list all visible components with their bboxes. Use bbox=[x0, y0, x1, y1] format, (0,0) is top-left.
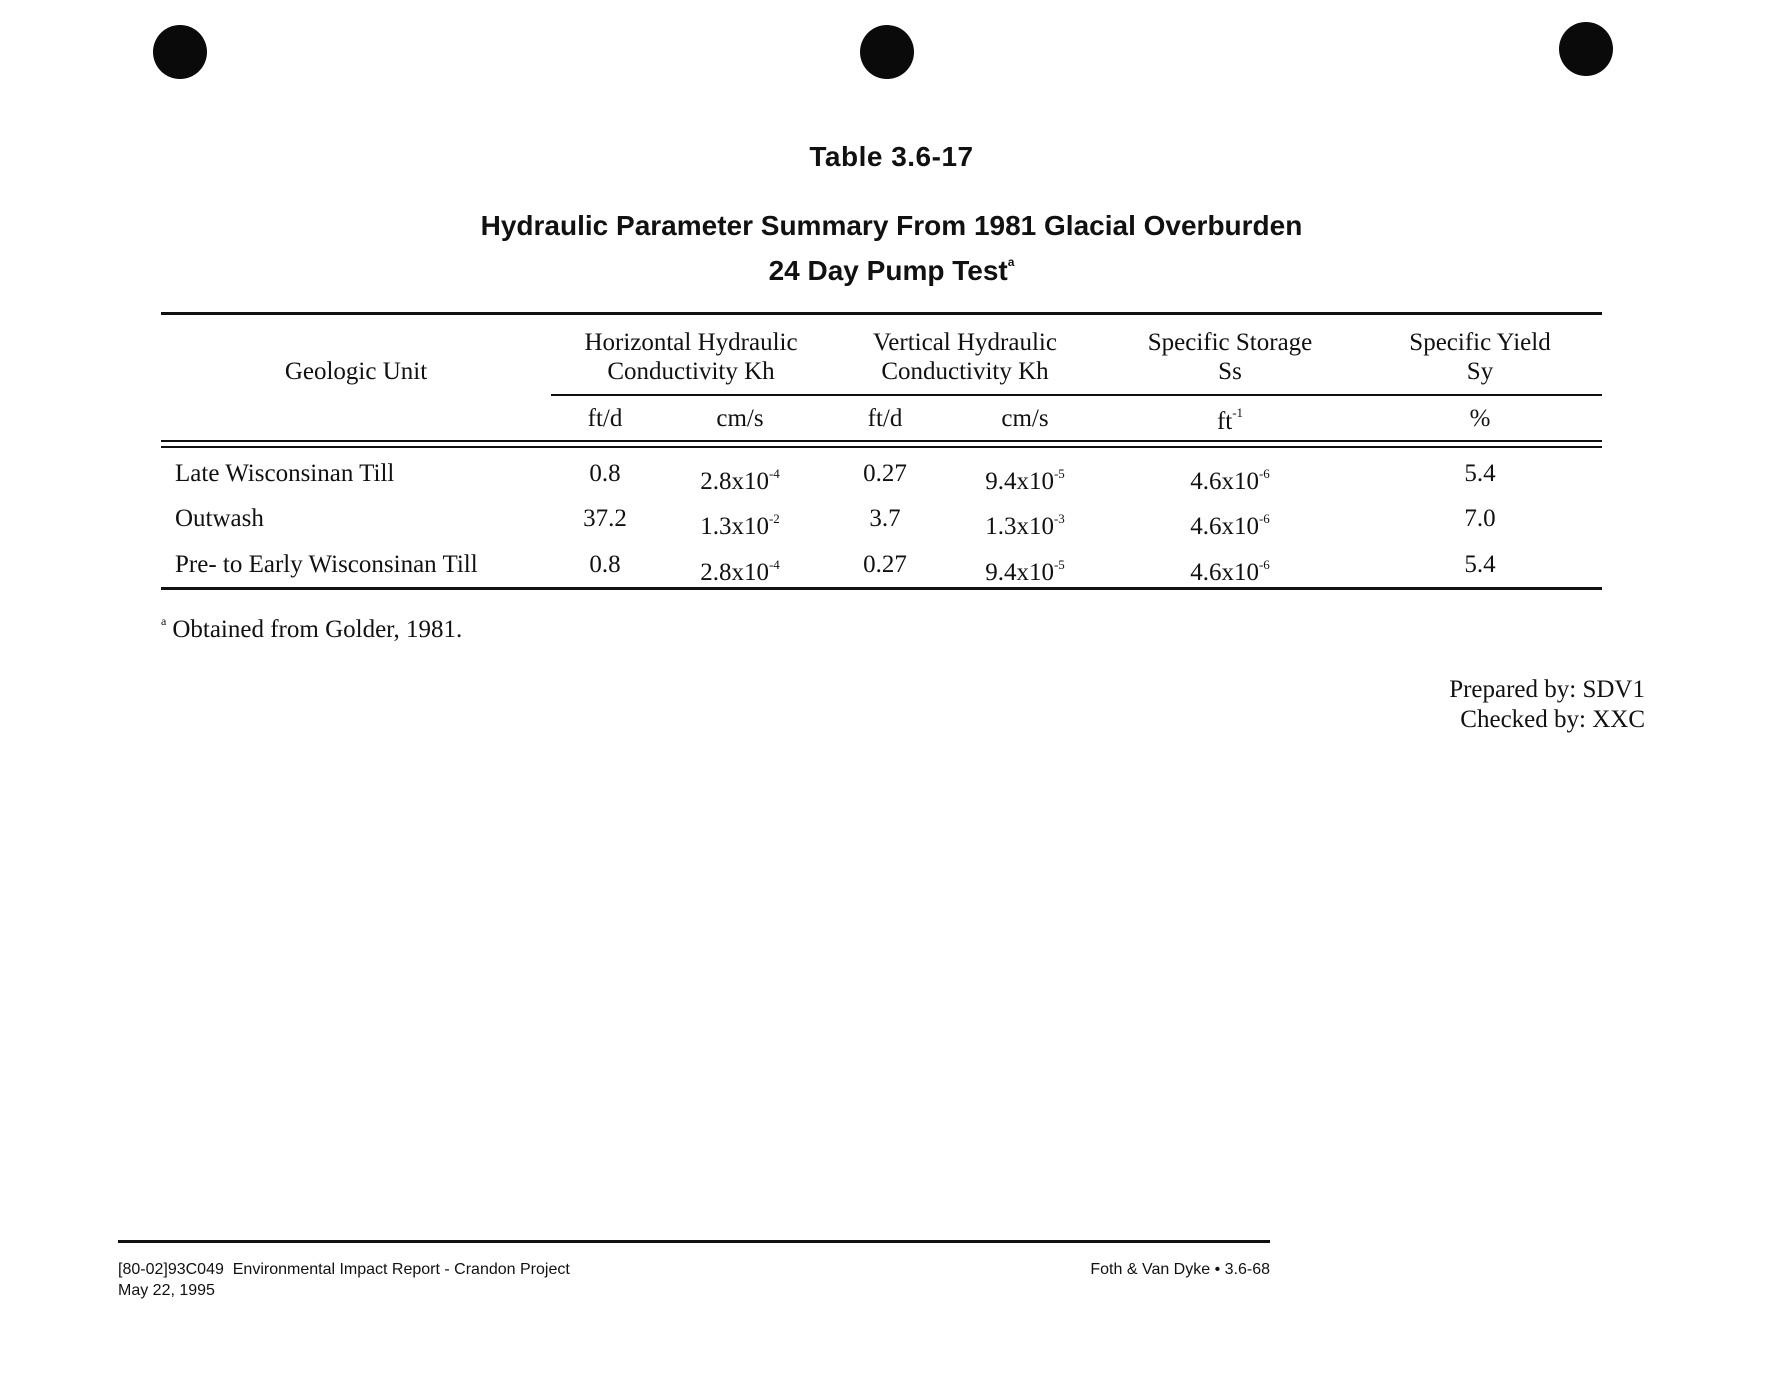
table-title-line-2-text: 24 Day Pump Test bbox=[768, 255, 1008, 286]
col-head-vertical-conductivity bbox=[840, 328, 1090, 386]
col-head-vertical-line-1: Vertical Hydraulic bbox=[873, 329, 1057, 356]
row-v-cms-exp: -5 bbox=[1053, 557, 1065, 572]
footer-page-ref: Foth & Van Dyke • 3.6-68 bbox=[1090, 1261, 1270, 1278]
punch-hole-middle bbox=[860, 25, 914, 79]
row-ss-exp: -6 bbox=[1258, 511, 1270, 526]
signoff-block bbox=[1449, 675, 1645, 735]
table-title-line-1: Hydraulic Parameter Summary From 1981 Glacial Overburden bbox=[480, 210, 1303, 241]
punch-hole-left bbox=[153, 25, 207, 79]
row-v-cms-base: 1.3x10 bbox=[985, 513, 1054, 540]
col-head-specific-yield bbox=[1370, 328, 1590, 386]
row-h-cms-exp: -2 bbox=[768, 511, 780, 526]
row-h-ftd: 37.2 bbox=[583, 505, 627, 532]
table-bottom-rule bbox=[161, 587, 1602, 590]
title-footnote-mark: a bbox=[1007, 255, 1015, 269]
unit-specific-storage bbox=[1155, 405, 1305, 436]
col-head-storage-line-1: Specific Storage bbox=[1147, 329, 1313, 356]
row-v-cms bbox=[960, 550, 1090, 588]
col-head-horizontal-conductivity bbox=[551, 328, 831, 386]
col-head-specific-storage bbox=[1105, 328, 1355, 386]
row-h-cms-base: 1.3x10 bbox=[700, 513, 769, 540]
col-head-vertical-line-2: Conductivity Kh bbox=[881, 358, 1049, 385]
unit-horizontal-cms: cm/s bbox=[716, 405, 764, 432]
row-v-cms-base: 9.4x10 bbox=[985, 559, 1054, 586]
row-ss-base: 4.6x10 bbox=[1190, 513, 1259, 540]
row-ss-base: 4.6x10 bbox=[1190, 468, 1259, 495]
header-double-rule-upper bbox=[161, 440, 1602, 442]
header-double-rule-lower bbox=[161, 446, 1602, 448]
row-h-cms-exp: -4 bbox=[768, 466, 780, 481]
row-geologic-unit: Outwash bbox=[175, 505, 264, 532]
row-sy: 5.4 bbox=[1464, 551, 1496, 578]
row-ss bbox=[1155, 550, 1305, 588]
row-ss-exp: -6 bbox=[1258, 557, 1270, 572]
punch-hole-right bbox=[1559, 22, 1613, 76]
footnote-mark: a bbox=[161, 614, 167, 628]
unit-ss-base: ft bbox=[1216, 408, 1233, 435]
footer-rule bbox=[118, 1240, 1270, 1243]
footnote-text: Obtained from Golder, 1981. bbox=[172, 616, 463, 643]
table-title bbox=[0, 208, 1783, 289]
row-sy: 7.0 bbox=[1464, 505, 1496, 532]
footer-left bbox=[118, 1259, 570, 1301]
row-h-cms bbox=[675, 504, 805, 542]
row-v-cms-exp: -3 bbox=[1053, 511, 1065, 526]
row-geologic-unit: Pre- to Early Wisconsinan Till bbox=[175, 551, 478, 578]
row-ss bbox=[1155, 459, 1305, 497]
row-ss bbox=[1155, 504, 1305, 542]
col-head-storage-line-2: Ss bbox=[1218, 358, 1242, 385]
unit-horizontal-ftd: ft/d bbox=[587, 405, 623, 432]
unit-vertical-ftd: ft/d bbox=[867, 405, 903, 432]
table-number: Table 3.6-17 bbox=[809, 141, 974, 172]
prepared-by: Prepared by: SDV1 bbox=[1449, 676, 1645, 703]
row-v-ftd: 3.7 bbox=[869, 505, 901, 532]
col-head-yield-line-1: Specific Yield bbox=[1409, 329, 1551, 356]
row-v-cms-base: 9.4x10 bbox=[985, 468, 1054, 495]
row-v-cms-exp: -5 bbox=[1053, 466, 1065, 481]
table-top-rule bbox=[161, 312, 1602, 315]
footer-doc-ref: [80-02]93C049 Environmental Impact Report - Crandon Project bbox=[118, 1261, 570, 1278]
row-v-ftd: 0.27 bbox=[863, 460, 907, 487]
row-v-cms bbox=[960, 459, 1090, 497]
row-h-ftd: 0.8 bbox=[589, 460, 621, 487]
row-geologic-unit: Late Wisconsinan Till bbox=[175, 460, 395, 487]
row-h-cms-base: 2.8x10 bbox=[700, 468, 769, 495]
unit-specific-yield: % bbox=[1469, 405, 1491, 432]
row-h-ftd: 0.8 bbox=[589, 551, 621, 578]
unit-ss-exp: -1 bbox=[1232, 405, 1244, 420]
row-h-cms-exp: -4 bbox=[768, 557, 780, 572]
col-head-horizontal-line-2: Conductivity Kh bbox=[607, 358, 775, 385]
row-h-cms-base: 2.8x10 bbox=[700, 559, 769, 586]
row-v-ftd: 0.27 bbox=[863, 551, 907, 578]
row-h-cms bbox=[675, 459, 805, 497]
row-ss-base: 4.6x10 bbox=[1190, 559, 1259, 586]
col-head-horizontal-line-1: Horizontal Hydraulic bbox=[584, 329, 798, 356]
col-head-yield-line-2: Sy bbox=[1466, 358, 1494, 385]
unit-vertical-cms: cm/s bbox=[1001, 405, 1049, 432]
row-ss-exp: -6 bbox=[1258, 466, 1270, 481]
footer-date: May 22, 1995 bbox=[118, 1282, 215, 1299]
table-title-line-2 bbox=[0, 244, 1783, 289]
row-sy: 5.4 bbox=[1464, 460, 1496, 487]
checked-by: Checked by: XXC bbox=[1460, 706, 1645, 733]
table-footnote bbox=[161, 614, 462, 644]
col-head-geologic-unit: Geologic Unit bbox=[284, 358, 428, 385]
row-h-cms bbox=[675, 550, 805, 588]
header-group-rule bbox=[551, 394, 1602, 396]
row-v-cms bbox=[960, 504, 1090, 542]
